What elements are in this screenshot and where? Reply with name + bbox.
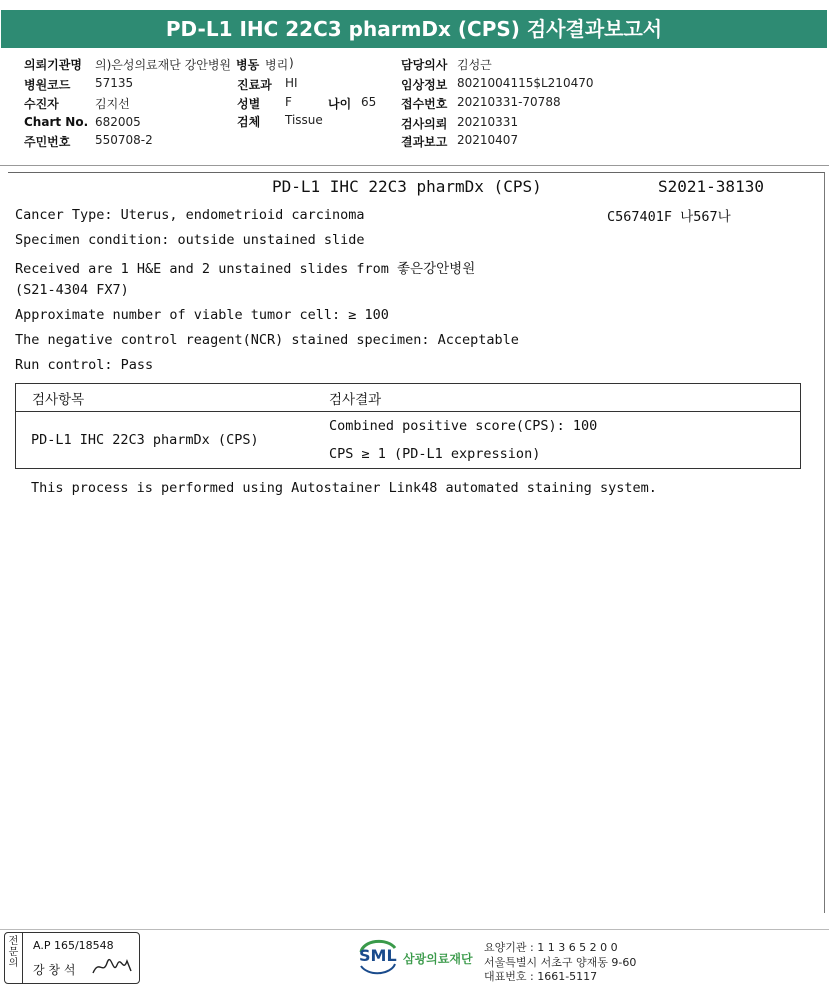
doctor-label: 담당의사	[401, 58, 448, 72]
request-date-label: 검사의뢰	[401, 117, 448, 131]
specimen-condition-line: Specimen condition: outside unstained slide	[15, 232, 365, 248]
header-divider	[0, 165, 829, 166]
request-date-value: 20210331	[457, 115, 519, 129]
table-row	[16, 412, 801, 469]
specialist-label: 전문의	[5, 933, 23, 983]
run-control-line: Run control: Pass	[15, 357, 154, 373]
institution-label: 의뢰기관명	[24, 58, 82, 72]
reception-no-label: 접수번호	[401, 97, 448, 111]
org-address: 서울특별시 서초구 양재동 9-60	[484, 956, 637, 969]
sex-label: 성별	[237, 97, 261, 111]
report-date-value: 20210407	[457, 133, 519, 147]
test-item-cell: PD-L1 IHC 22C3 pharmDx (CPS)	[16, 412, 315, 469]
care-institution-id: 요양기관 : 1 1 3 6 5 2 0 0	[484, 941, 618, 954]
report-id: S2021-38130	[658, 177, 764, 196]
institution-value: 의)은성의료재단 강안병원	[95, 58, 232, 72]
specialist-name: 강 창 석	[33, 963, 76, 977]
cancer-type-line: Cancer Type: Uterus, endometrioid carcinoma	[15, 207, 365, 223]
ward-label: 병동	[236, 58, 260, 72]
table-header-row	[16, 384, 801, 412]
org-phone: 대표번호 : 1661-5117	[484, 970, 598, 983]
age-value: 65	[361, 95, 377, 109]
chart-no-label: Chart No.	[24, 115, 89, 129]
signature-icon	[91, 955, 135, 979]
col-result-header: 검사결과	[314, 384, 801, 412]
process-note: This process is performed using Autostainer Link48 automated staining system.	[31, 480, 657, 496]
report-title: PD-L1 IHC 22C3 pharmDx (CPS) 검사결과보고서	[1, 10, 827, 48]
tumor-cell-line: Approximate number of viable tumor cell: ≥ 100	[15, 307, 389, 323]
age-label: 나이	[328, 97, 352, 111]
specimen-value: Tissue	[285, 113, 323, 127]
patient-info-header	[0, 52, 829, 164]
dept-value: HI	[285, 76, 298, 90]
specialist-signature-box	[4, 932, 140, 984]
reception-no-value: 20210331-70788	[457, 95, 561, 109]
cps-score: Combined positive score(CPS): 100	[329, 418, 598, 434]
sex-value: F	[285, 95, 292, 109]
ward-value: 병리	[265, 58, 289, 72]
dept-label: 진료과	[237, 78, 272, 92]
negative-control-line: The negative control reagent(NCR) stained specimen: Acceptable	[15, 332, 519, 348]
cps-interpretation: CPS ≥ 1 (PD-L1 expression)	[329, 446, 541, 462]
ward-close-paren: )	[289, 56, 294, 70]
col-item-header: 검사항목	[16, 384, 315, 412]
slide-id-line: (S21-4304 FX7)	[15, 282, 129, 298]
patient-label: 수진자	[24, 97, 59, 111]
rrn-value: 550708-2	[95, 133, 153, 147]
hospital-code-label: 병원코드	[24, 78, 71, 92]
report-test-name: PD-L1 IHC 22C3 pharmDx (CPS)	[272, 177, 542, 196]
clinical-info-value: 8021004115$L210470	[457, 76, 594, 90]
footer-divider	[0, 929, 829, 930]
doctor-value: 김성근	[457, 58, 492, 72]
specialist-id: A.P 165/18548	[33, 939, 114, 952]
logo-text: SML	[359, 946, 397, 965]
specimen-label: 검체	[237, 115, 261, 129]
chart-no-value: 682005	[95, 115, 141, 129]
received-slides-line: Received are 1 H&E and 2 unstained slides from 좋은강안병원	[15, 261, 476, 277]
block-code: C567401F 나567나	[607, 209, 731, 225]
report-body-frame	[8, 172, 825, 913]
org-name: 삼광의료재단	[403, 952, 473, 966]
rrn-label: 주민번호	[24, 135, 71, 149]
hospital-code-value: 57135	[95, 76, 134, 90]
test-result-cell	[314, 412, 801, 469]
patient-value: 김지선	[95, 97, 130, 111]
report-date-label: 결과보고	[401, 135, 448, 149]
clinical-info-label: 임상정보	[401, 78, 448, 92]
results-table	[15, 383, 801, 469]
